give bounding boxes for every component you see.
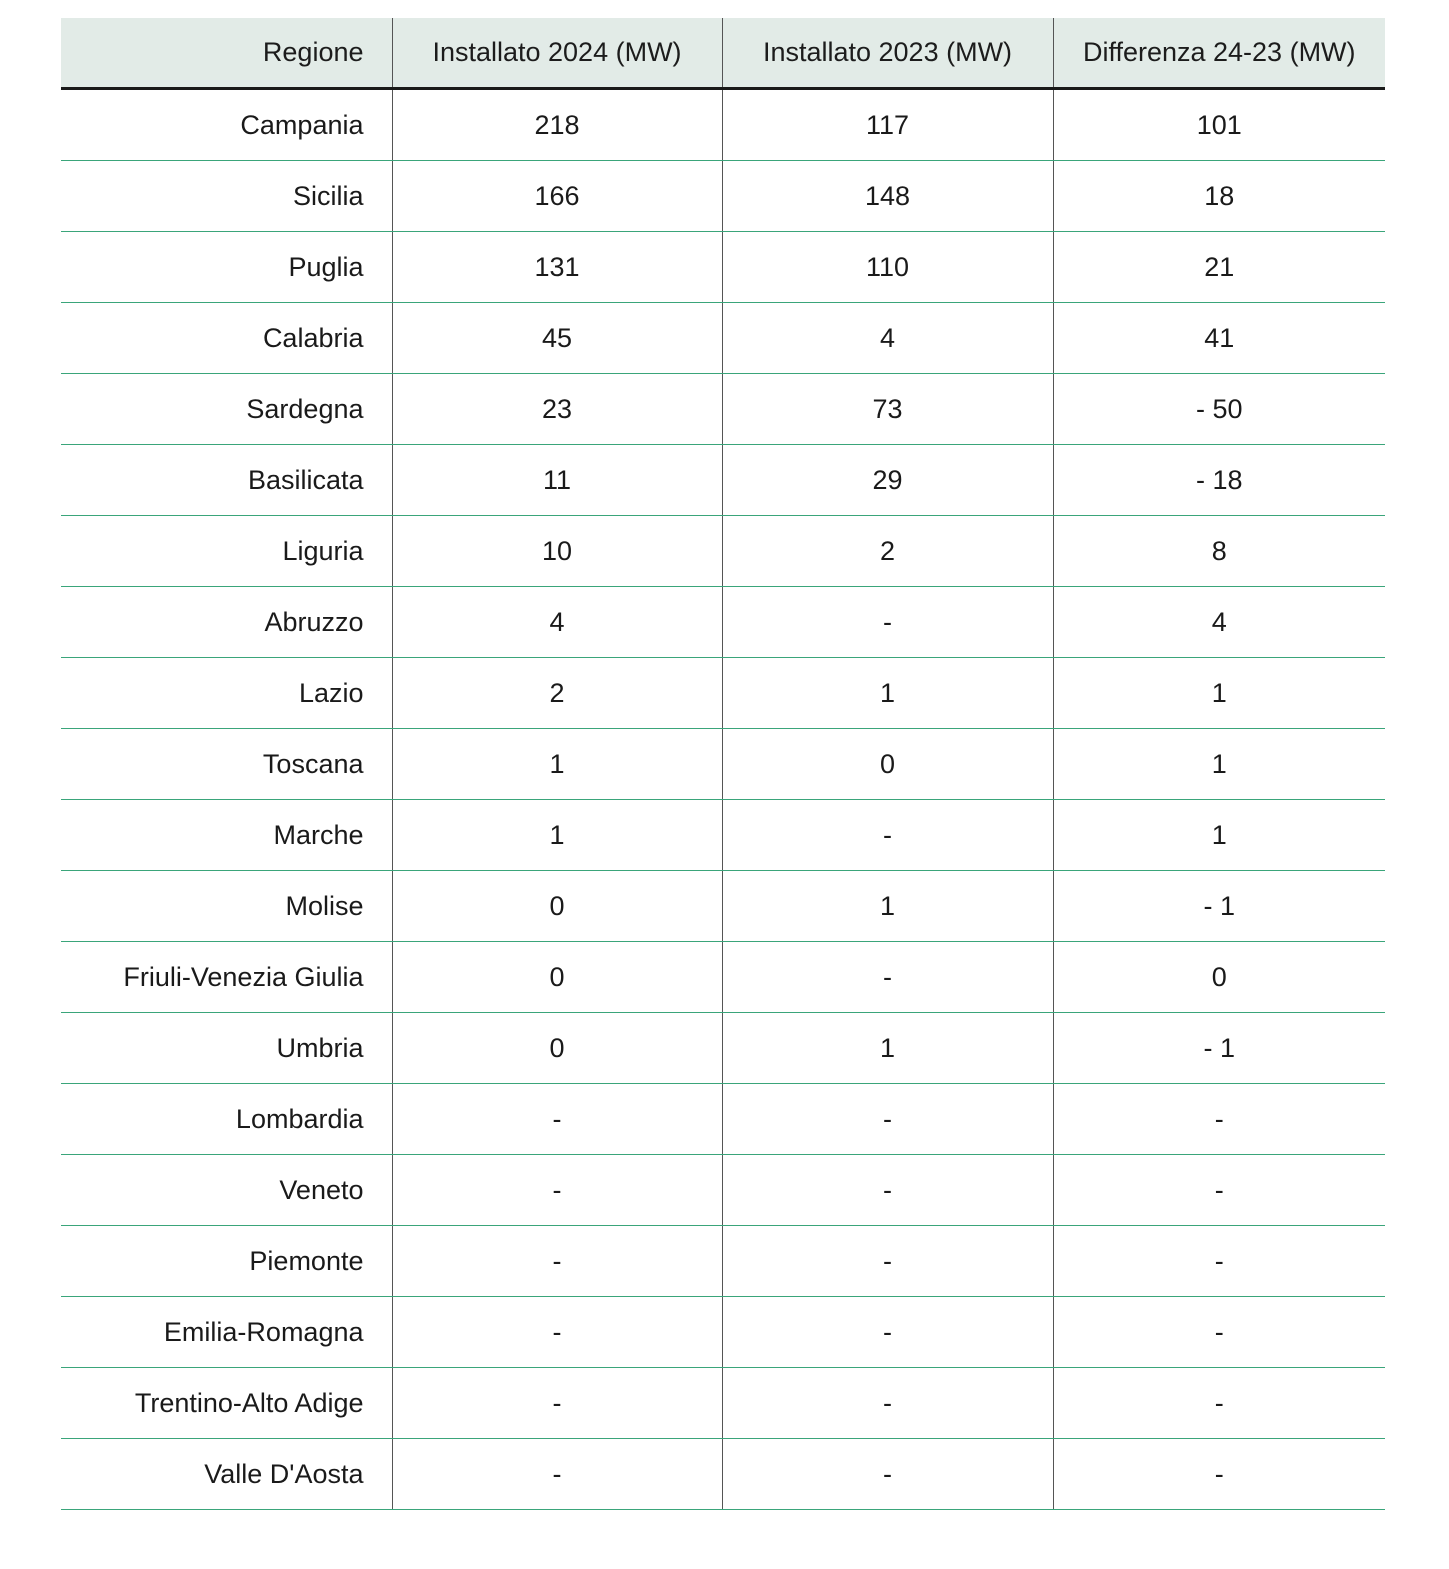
cell-differenza: -: [1053, 1155, 1385, 1226]
cell-differenza: -: [1053, 1226, 1385, 1297]
cell-regione: Trentino-Alto Adige: [61, 1368, 392, 1439]
table-header: [61, 18, 1385, 89]
header-installato-2024: Installato 2024 (MW): [392, 18, 722, 89]
table-row: [61, 871, 1385, 942]
cell-installato-2023: -: [722, 942, 1053, 1013]
cell-installato-2023: 29: [722, 445, 1053, 516]
cell-installato-2023: -: [722, 587, 1053, 658]
table-row: [61, 1084, 1385, 1155]
table-row: [61, 1013, 1385, 1084]
cell-regione: Marche: [61, 800, 392, 871]
cell-installato-2024: 1: [392, 729, 722, 800]
cell-installato-2023: 1: [722, 1013, 1053, 1084]
table-row: [61, 516, 1385, 587]
cell-differenza: 101: [1053, 89, 1385, 161]
cell-installato-2024: 166: [392, 161, 722, 232]
table-row: [61, 1297, 1385, 1368]
cell-installato-2024: 45: [392, 303, 722, 374]
cell-differenza: - 1: [1053, 1013, 1385, 1084]
cell-installato-2024: 0: [392, 1013, 722, 1084]
table-row: [61, 303, 1385, 374]
cell-installato-2023: -: [722, 1439, 1053, 1510]
table-body: [61, 89, 1385, 1510]
cell-installato-2024: 4: [392, 587, 722, 658]
cell-differenza: - 18: [1053, 445, 1385, 516]
cell-regione: Calabria: [61, 303, 392, 374]
cell-regione: Abruzzo: [61, 587, 392, 658]
cell-differenza: 41: [1053, 303, 1385, 374]
cell-differenza: 8: [1053, 516, 1385, 587]
cell-installato-2023: 4: [722, 303, 1053, 374]
installed-capacity-table: [61, 18, 1385, 1510]
cell-regione: Sardegna: [61, 374, 392, 445]
cell-installato-2024: 1: [392, 800, 722, 871]
cell-differenza: 1: [1053, 658, 1385, 729]
table-row: [61, 658, 1385, 729]
table-row: [61, 1155, 1385, 1226]
cell-regione: Friuli-Venezia Giulia: [61, 942, 392, 1013]
cell-installato-2023: 0: [722, 729, 1053, 800]
cell-installato-2024: -: [392, 1368, 722, 1439]
cell-differenza: 0: [1053, 942, 1385, 1013]
cell-installato-2024: -: [392, 1226, 722, 1297]
cell-installato-2024: 218: [392, 89, 722, 161]
cell-installato-2024: -: [392, 1084, 722, 1155]
header-installato-2023: Installato 2023 (MW): [722, 18, 1053, 89]
cell-differenza: 18: [1053, 161, 1385, 232]
cell-regione: Sicilia: [61, 161, 392, 232]
cell-regione: Piemonte: [61, 1226, 392, 1297]
table-row: [61, 800, 1385, 871]
table-row: [61, 161, 1385, 232]
cell-differenza: -: [1053, 1297, 1385, 1368]
cell-installato-2024: 10: [392, 516, 722, 587]
cell-installato-2023: 117: [722, 89, 1053, 161]
table-row: [61, 89, 1385, 161]
installed-capacity-table-container: [61, 18, 1385, 1510]
table-row: [61, 1368, 1385, 1439]
table-row: [61, 729, 1385, 800]
cell-differenza: 4: [1053, 587, 1385, 658]
cell-differenza: 1: [1053, 729, 1385, 800]
cell-installato-2024: 131: [392, 232, 722, 303]
cell-regione: Puglia: [61, 232, 392, 303]
cell-installato-2023: -: [722, 1368, 1053, 1439]
cell-installato-2024: 0: [392, 942, 722, 1013]
cell-installato-2023: -: [722, 1084, 1053, 1155]
table-row: [61, 942, 1385, 1013]
cell-differenza: - 1: [1053, 871, 1385, 942]
cell-installato-2023: 73: [722, 374, 1053, 445]
cell-installato-2023: 1: [722, 871, 1053, 942]
cell-differenza: 21: [1053, 232, 1385, 303]
cell-regione: Campania: [61, 89, 392, 161]
table-row: [61, 1439, 1385, 1510]
cell-installato-2023: -: [722, 800, 1053, 871]
table-row: [61, 232, 1385, 303]
cell-regione: Molise: [61, 871, 392, 942]
cell-regione: Umbria: [61, 1013, 392, 1084]
cell-differenza: 1: [1053, 800, 1385, 871]
cell-regione: Emilia-Romagna: [61, 1297, 392, 1368]
header-row: [61, 18, 1385, 89]
cell-installato-2023: 2: [722, 516, 1053, 587]
cell-installato-2023: -: [722, 1155, 1053, 1226]
cell-regione: Toscana: [61, 729, 392, 800]
header-regione: Regione: [61, 18, 392, 89]
table-row: [61, 587, 1385, 658]
cell-installato-2024: 0: [392, 871, 722, 942]
cell-differenza: - 50: [1053, 374, 1385, 445]
cell-installato-2023: 148: [722, 161, 1053, 232]
cell-installato-2023: -: [722, 1226, 1053, 1297]
cell-differenza: -: [1053, 1439, 1385, 1510]
cell-installato-2024: 2: [392, 658, 722, 729]
cell-installato-2024: -: [392, 1155, 722, 1226]
cell-installato-2023: -: [722, 1297, 1053, 1368]
cell-regione: Basilicata: [61, 445, 392, 516]
header-differenza: Differenza 24-23 (MW): [1053, 18, 1385, 89]
cell-installato-2024: -: [392, 1297, 722, 1368]
cell-regione: Liguria: [61, 516, 392, 587]
cell-installato-2024: 23: [392, 374, 722, 445]
cell-differenza: -: [1053, 1368, 1385, 1439]
cell-differenza: -: [1053, 1084, 1385, 1155]
cell-regione: Veneto: [61, 1155, 392, 1226]
table-row: [61, 374, 1385, 445]
cell-installato-2023: 110: [722, 232, 1053, 303]
cell-installato-2024: -: [392, 1439, 722, 1510]
cell-regione: Lazio: [61, 658, 392, 729]
cell-installato-2023: 1: [722, 658, 1053, 729]
cell-regione: Valle D'Aosta: [61, 1439, 392, 1510]
table-row: [61, 445, 1385, 516]
cell-regione: Lombardia: [61, 1084, 392, 1155]
cell-installato-2024: 11: [392, 445, 722, 516]
table-row: [61, 1226, 1385, 1297]
